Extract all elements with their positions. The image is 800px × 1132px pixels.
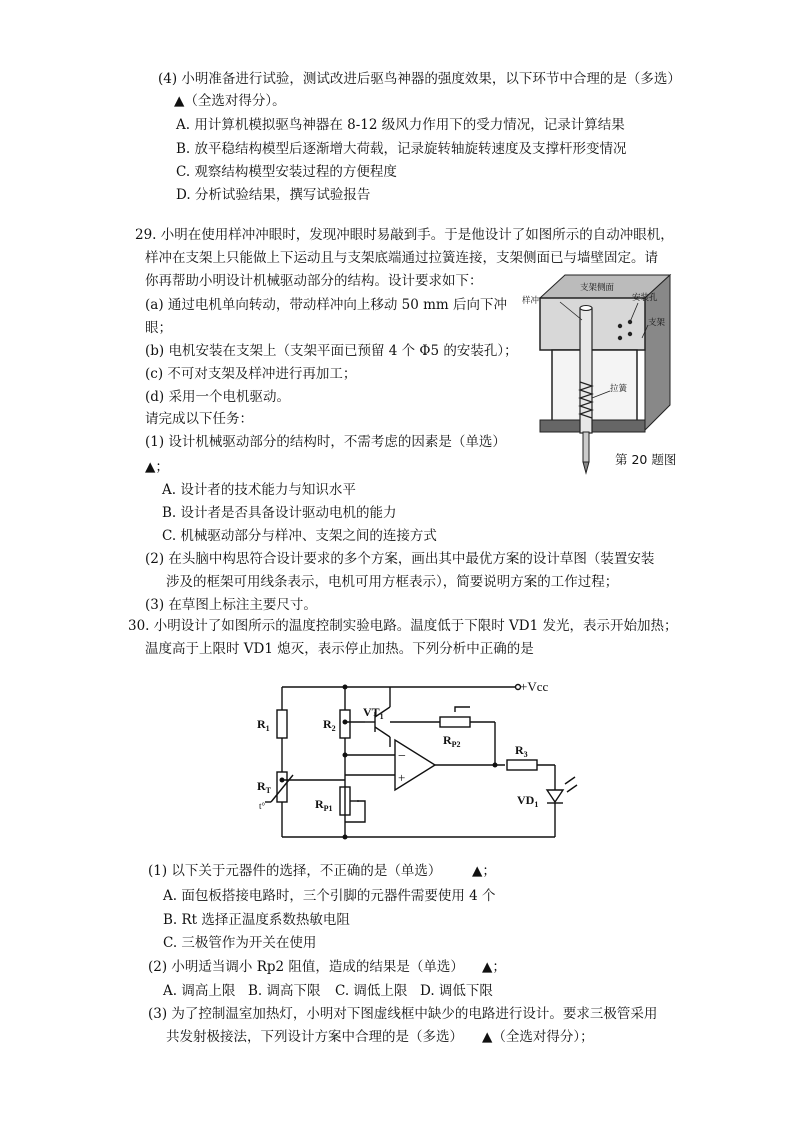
r3-sub: 3 (523, 750, 528, 759)
q29-task1-blank: ▲； (145, 459, 169, 475)
q29-task1-option-a: A. 设计者的技术能力与知识水平 (162, 482, 356, 498)
r2-label: R (323, 717, 332, 731)
svg-text:RP2 (443, 733, 461, 749)
rp1-sub: P1 (323, 804, 333, 813)
label-spring: 拉簧 (610, 384, 628, 394)
rp2-label: R (443, 733, 452, 747)
q29-task2-line2: 涉及的框架可用线条表示，电机可用方框表示），简要说明方案的工作过程； (166, 574, 619, 590)
q29-task1-stem: (1) 设计机械驱动部分的结构时，不需考虑的因素是（单选） (145, 434, 506, 450)
label-bracket: 支架 (648, 318, 666, 328)
q29-intro-line1: 29. 小明在使用样冲冲眼时，发现冲眼时易敲到手。于是他设计了如图所示的自动冲眼机， (135, 227, 674, 243)
q29-req-a-cont: 眼； (145, 320, 172, 336)
q29-req-a: (a) 通过电机单向转动，带动样冲向上移动 50 mm 后向下冲 (145, 297, 508, 313)
q29-task3: (3) 在草图上标注主要尺寸。 (145, 597, 317, 613)
q29-req-c: (c) 不可对支架及样冲进行再加工； (145, 366, 357, 382)
svg-text:VD1 (517, 793, 538, 809)
label-bracket-side: 支架侧面 (580, 283, 615, 293)
vt1-label: VT (363, 705, 380, 719)
q30-sub1-option-b: B. Rt 选择正温度系数热敏电阻 (163, 912, 350, 928)
q30-intro-line2: 温度高于上限时 VD1 熄灭，表示停止加热。下列分析中正确的是 (145, 641, 534, 657)
label-mount-hole: 安装孔 (632, 293, 658, 303)
opamp-minus: − (398, 749, 406, 764)
q30-intro-line1: 30. 小明设计了如图所示的温度控制实验电路。温度低于下限时 VD1 发光，表示开始加热； (128, 618, 678, 634)
vd1-label: VD (517, 793, 535, 807)
q28-4-option-c: C. 观察结构模型安装过程的方便程度 (176, 164, 397, 180)
rt-temp-label: t° (259, 801, 266, 811)
r1-label: R (257, 717, 266, 731)
q29-req-d: (d) 采用一个电机驱动。 (145, 389, 290, 405)
q30-sub1-stem: (1) 以下关于元器件的选择，不正确的是（单选） (148, 863, 442, 879)
q28-4-stem: (4) 小明准备进行试验，测试改进后驱鸟神器的强度效果，以下环节中合理的是（多选） (158, 71, 681, 87)
svg-text:RP1 (315, 797, 333, 813)
rp2-sub: P2 (451, 740, 461, 749)
q29-intro-line3: 你再帮助小明设计机械驱动部分的结构。设计要求如下： (145, 273, 483, 289)
q30-sub3-line2: 共发射极接法，下列设计方案中合理的是（多选） (166, 1029, 463, 1045)
opamp-plus: + (398, 770, 406, 785)
vcc-label: +Vcc (520, 679, 549, 694)
q30-sub3-line1: (3) 为了控制温室加热灯，小明对下图虚线框中缺少的电路进行设计。要求三极管采用 (148, 1006, 658, 1022)
temperature-control-circuit (245, 672, 585, 842)
vt1-sub: 1 (379, 712, 384, 721)
q28-4-option-b: B. 放平稳结构模型后逐渐增大荷载，记录旋转轴旋转速度及支撑杆形变情况 (176, 141, 627, 157)
punch-machine-figure (520, 270, 685, 480)
q30-sub2-option-a: A. 调高上限 (163, 983, 236, 999)
r2-sub: 2 (331, 724, 336, 733)
svg-text:R1 (257, 717, 270, 733)
svg-text:RT (257, 779, 272, 795)
svg-text:R3 (515, 743, 528, 759)
q30-sub2-option-b: B. 调高下限 (248, 983, 321, 999)
q30-sub2-stem: (2) 小明适当调小 Rp2 阻值，造成的结果是（单选） (148, 959, 464, 975)
q30-sub1-option-c: C. 三极管作为开关在使用 (163, 935, 317, 951)
q30-sub2-option-d: D. 调低下限 (420, 983, 493, 999)
r1-sub: 1 (265, 724, 270, 733)
q29-task1-option-c: C. 机械驱动部分与样冲、支架之间的连接方式 (162, 528, 437, 544)
svg-text:R2 (323, 717, 336, 733)
q30-sub2-blank: ▲； (482, 959, 506, 975)
q29-task-intro: 请完成以下任务： (145, 411, 253, 427)
rt-label: R (257, 779, 266, 793)
figure-caption: 第 20 题图 (615, 452, 677, 467)
q29-req-b: (b) 电机安装在支架上（支架平面已预留 4 个 Φ5 的安装孔）； (145, 343, 518, 359)
q28-4-answer-blank: ▲（全选对得分）。 (174, 93, 286, 109)
vd1-sub: 1 (534, 800, 539, 809)
svg-text:VT1 (363, 705, 384, 721)
q30-sub1-option-a: A. 面包板搭接电路时，三个引脚的元器件需要使用 4 个 (163, 888, 496, 904)
r3-label: R (515, 743, 524, 757)
q30-sub3-blank: ▲（全选对得分）； (482, 1029, 594, 1045)
rp1-label: R (315, 797, 324, 811)
q28-4-option-d: D. 分析试验结果，撰写试验报告 (176, 187, 371, 203)
q29-task1-option-b: B. 设计者是否具备设计驱动电机的能力 (162, 505, 397, 521)
label-punch: 样冲 (522, 296, 540, 306)
q29-intro-line2: 样冲在支架上只能做上下运动且与支架底端通过拉簧连接，支架侧面已与墙壁固定。请 (145, 250, 658, 266)
q30-sub1-blank: ▲； (472, 863, 496, 879)
q28-4-option-a: A. 用计算机模拟驱鸟神器在 8-12 级风力作用下的受力情况，记录计算结果 (176, 117, 625, 133)
q30-sub2-option-c: C. 调低上限 (335, 983, 408, 999)
rt-sub: T (265, 786, 272, 795)
q29-task2-line1: (2) 在头脑中构思符合设计要求的多个方案，画出其中最优方案的设计草图（装置安装 (145, 551, 655, 567)
